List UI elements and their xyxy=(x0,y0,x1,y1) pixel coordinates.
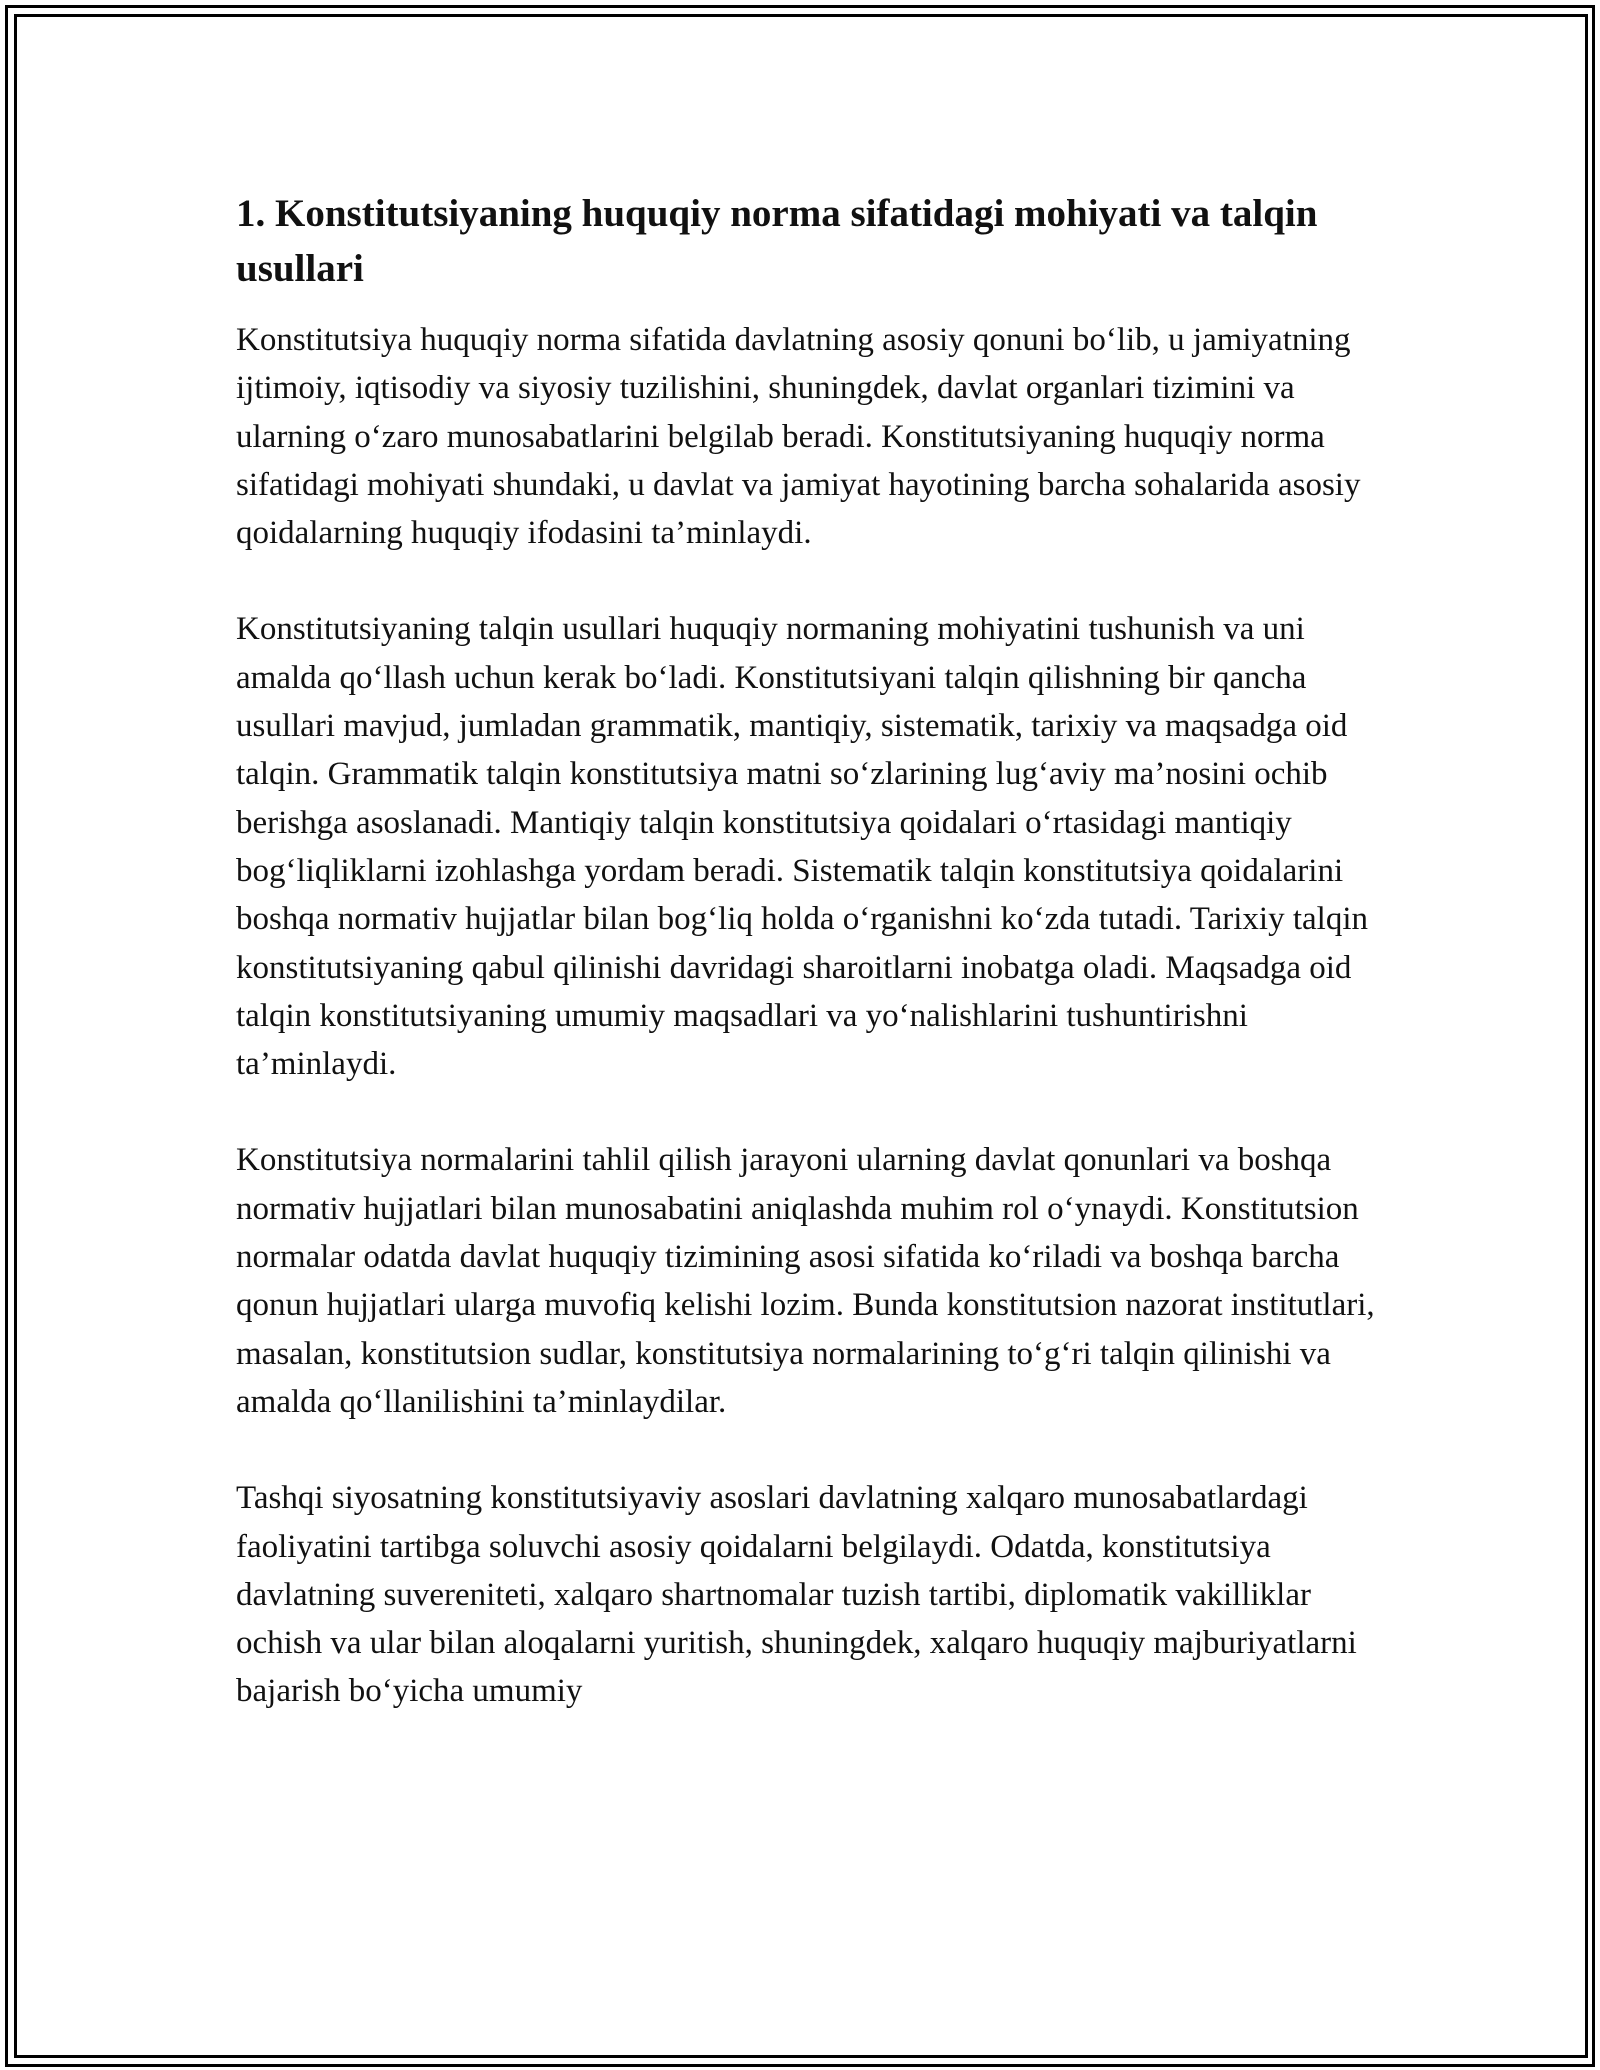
paragraph-3: Konstitutsiya normalarini tahlil qilish jarayoni ularning davlat qonunlari va boshqa normativ hujjatlari bilan munosabatini aniqlashda muhim rol o‘ynaydi. Konstitutsion normalar odatda davlat huquqiy tizimining asosi sifatida ko‘riladi va boshqa barcha qonun hujjatlari ularga muvofiq kelishi lozim. Bunda konstitutsion nazorat institutlari, masalan, konstitutsion sudlar, konstitutsiya normalarining to‘g‘ri talqin qilinishi va amalda qo‘llanilishini ta’minlaydilar. xyxy=(236,1142,1375,1420)
paragraph-1: Konstitutsiya huquqiy norma sifatida davlatning asosiy qonuni bo‘lib, u jamiyatning ijtimoiy, iqtisodiy va siyosiy tuzilishini, shuningdek, davlat organlari tizimini va ularning o‘zaro munosabatlarini belgilab beradi. Konstitutsiyaning huquqiy norma sifatidagi mohiyati shundaki, u davlat va jamiyat hayotining barcha sohalarida asosiy qoidalarning huquqiy ifodasini ta’minlaydi. xyxy=(236,322,1361,552)
paragraph-2: Konstitutsiyaning talqin usullari huquqiy normaning mohiyatini tushunish va uni amalda qo‘llash uchun kerak bo‘ladi. Konstitutsiyani talqin qilishning bir qancha usullari mavjud, jumladan grammatik, mantiqiy, sistematik, tarixiy va maqsadga oid talqin. Grammatik talqin konstitutsiya matni so‘zlarining lug‘aviy ma’nosini ochib berishga asoslanadi. Mantiqiy talqin konstitutsiya qoidalari o‘rtasidagi mantiqiy bog‘liqliklarni izohlashga yordam beradi. Sistematik talqin konstitutsiya qoidalarini boshqa normativ hujjatlar bilan bog‘liq holda o‘rganishni ko‘zda tutadi. Tarixiy talqin konstitutsiyaning qabul qilinishi davridagi sharoitlarni inobatga oladi. Maqsadga oid talqin konstitutsiyaning umumiy maqsadlari va yo‘nalishlarini tushuntirishni ta’minlaydi. xyxy=(236,611,1368,1083)
section-heading: 1. Konstitutsiyaning huquqiy norma sifatidagi mohiyati va talqin usullari xyxy=(236,192,1318,290)
document-body xyxy=(236,186,1376,1764)
paragraph-4: Tashqi siyosatning konstitutsiyaviy asoslari davlatning xalqaro munosabatlardagi faoliyatini tartibga soluvchi asosiy qoidalarni belgilaydi. Odatda, konstitutsiya davlatning suvereniteti, xalqaro shartnomalar tuzish tartibi, diplomatik vakilliklar ochish va ular bilan aloqalarni yuritish, shuningdek, xalqaro huquqiy majburiyatlarni bajarish bo‘yicha umumiy xyxy=(236,1480,1357,1710)
